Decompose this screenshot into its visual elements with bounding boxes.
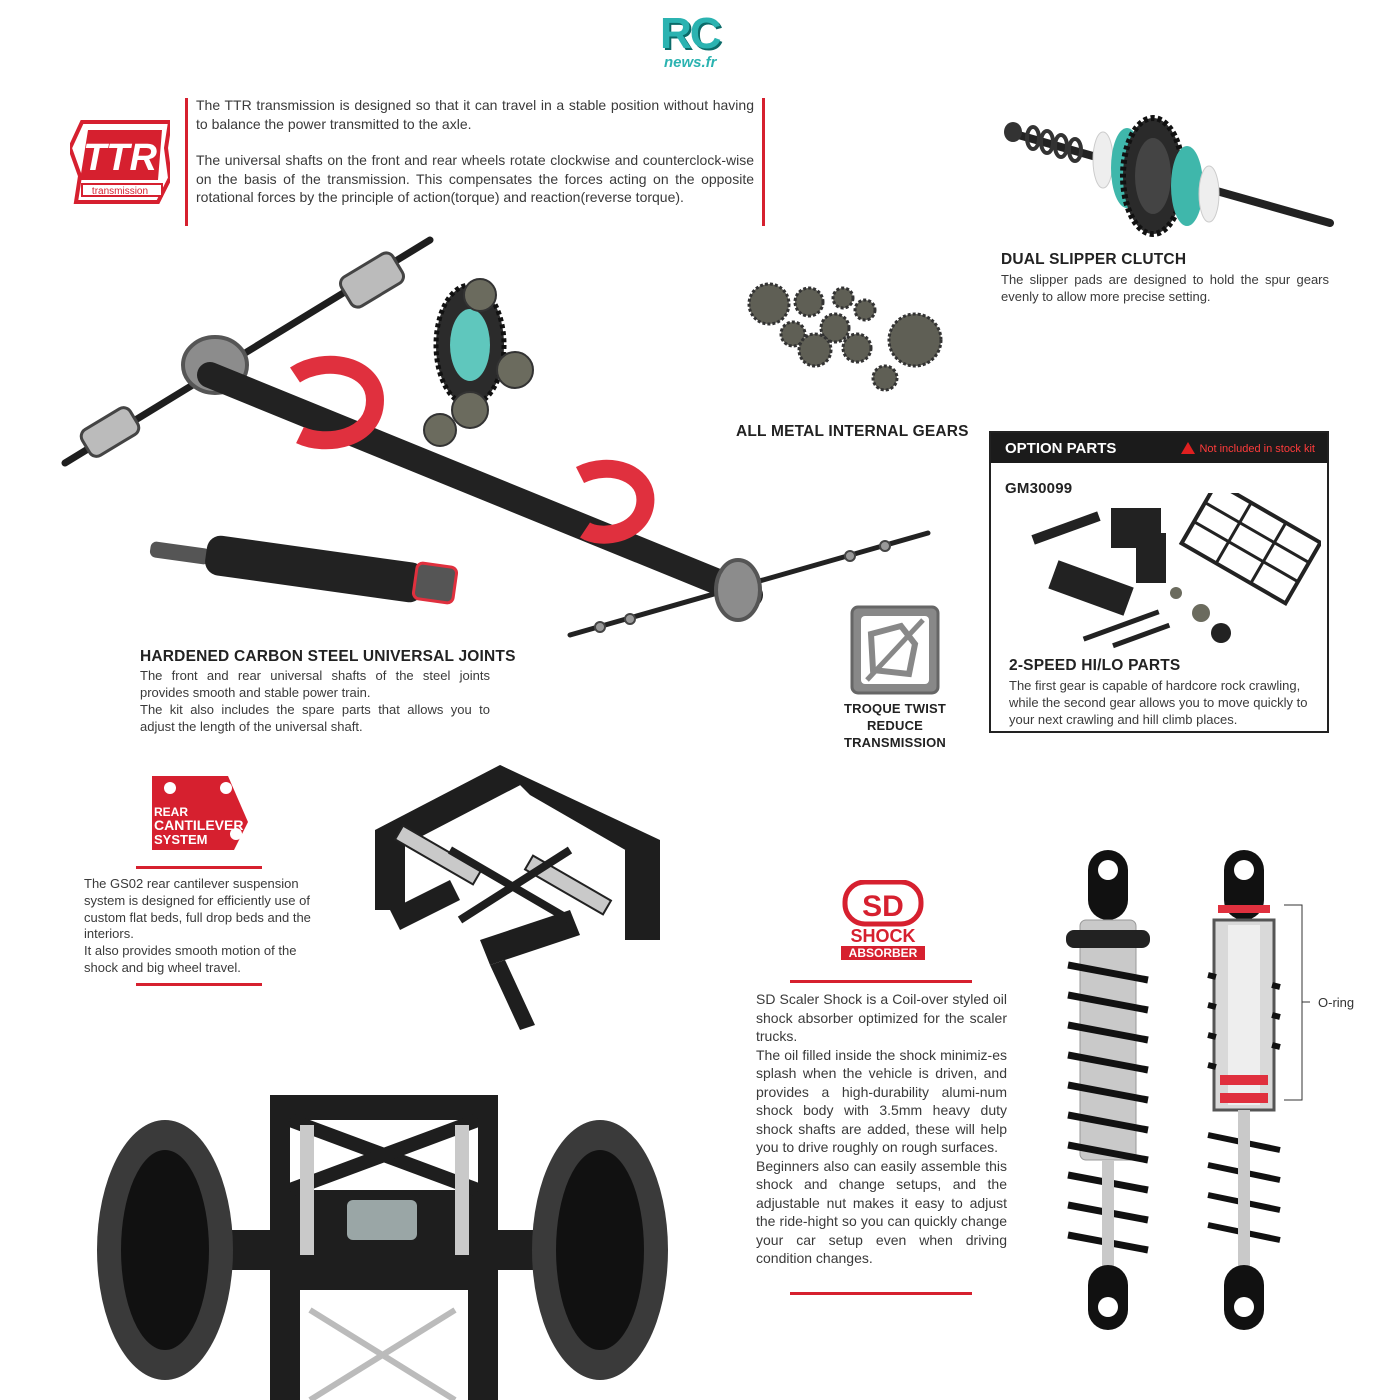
cantilever-frame-image <box>370 760 670 1045</box>
option-warning <box>1181 442 1315 455</box>
slipper-clutch-image <box>995 108 1335 243</box>
joints-title: HARDENED CARBON STEEL UNIVERSAL JOINTS <box>140 648 516 665</box>
joints-text <box>140 667 490 735</box>
sd-badge-line-2: ABSORBER <box>848 946 918 960</box>
option-title: 2-SPEED HI/LO PARTS <box>1009 657 1181 674</box>
shock-text-2: The oil filled inside the shock minimiz-es splash when the vehicle is driven, and provides a high-durability alumi-num shock body with 3.5mm heavy duty shock shafts are added, these will help you to drive roughly on rough surfaces. <box>756 1046 1007 1155</box>
shock-top-line <box>790 980 972 983</box>
ttr-badge-text: TTR <box>83 137 157 179</box>
ttr-badge-icon <box>70 118 170 204</box>
ttr-right-line <box>762 98 765 226</box>
ttr-paragraph-2: The universal shafts on the front and rear wheels rotate clockwise and counterclock-wise on the basis of the transmission. This compensates the forces acting on the opposite rotational forces by the principle of action(torque) and reaction(reverse torque). <box>196 152 754 205</box>
cantilever-bottom-line <box>136 983 262 986</box>
slipper-text: The slipper pads are designed to hold the spur gears evenly to allow more precise setting. <box>1001 272 1329 304</box>
torque-title <box>815 700 975 751</box>
joints-text-2: The kit also includes the spare parts that allows you to adjust the length of the universal shaft. <box>140 702 490 734</box>
option-header <box>991 433 1327 463</box>
joints-text-1: The front and rear universal shafts of the steel joints provides smooth and stable power train. <box>140 668 490 700</box>
ttr-badge-sub: transmission <box>91 186 149 197</box>
ttr-description <box>196 96 754 207</box>
logo-rc-text: RC <box>660 9 720 58</box>
sd-shock-badge-icon <box>835 880 931 962</box>
logo-sub-text: news.fr <box>664 54 717 71</box>
shock-absorber-image <box>1060 845 1310 1335</box>
cantilever-text-1: The GS02 rear cantilever suspension system is designed for efficiently use of custom flat beds, full drop beds and the interiors. <box>84 876 311 942</box>
torque-twist-icon <box>849 604 941 696</box>
hilo-parts-image <box>1011 493 1321 653</box>
cantilever-top-line <box>136 866 262 869</box>
option-part-number: GM30099 <box>1005 480 1073 497</box>
sd-badge-text: SD <box>862 890 904 923</box>
ttr-left-line <box>185 98 188 226</box>
slipper-title: DUAL SLIPPER CLUTCH <box>1001 251 1187 268</box>
shock-text <box>756 990 1007 1268</box>
cantilever-text-2: It also provides smooth motion of the shock and big wheel travel. <box>84 943 297 975</box>
cantilever-text <box>84 876 316 977</box>
shock-bottom-line <box>790 1292 972 1295</box>
internal-gears-image <box>745 278 955 398</box>
warning-icon <box>1181 442 1195 454</box>
universal-joint-image <box>145 535 465 615</box>
oring-label: O-ring <box>1318 995 1355 1010</box>
ttr-paragraph-1: The TTR transmission is designed so that it can travel in a stable position without having to balance the power transmitted to the axle. <box>196 97 754 132</box>
cantilever-badge-line-3: SYSTEM <box>154 832 208 847</box>
gears-title: ALL METAL INTERNAL GEARS <box>736 423 969 440</box>
option-parts-box <box>989 431 1329 733</box>
torque-line-2: REDUCE TRANSMISSION <box>843 718 947 750</box>
chassis-image <box>95 1080 675 1400</box>
cantilever-badge-line-2: CANTILEVER <box>154 817 244 833</box>
option-warning-text: Not included in stock kit <box>1199 443 1315 455</box>
rear-cantilever-badge-icon <box>148 772 252 854</box>
sd-badge-line-1: SHOCK <box>850 926 916 946</box>
shock-text-3: Beginners also can easily assemble this shock and change setups, and the adjustable nut makes it easy to adjust the ride-hight so you can quickly change your car setup even when driving condition changes. <box>756 1157 1007 1266</box>
cantilever-badge-line-1: REAR <box>154 805 189 819</box>
option-text: The first gear is capable of hardcore rock crawling, while the second gear allows you to move quickly to your next crawling and hill climb places. <box>1009 678 1308 727</box>
shock-text-1: SD Scaler Shock is a Coil-over styled oil shock absorber optimized for the scaler trucks. <box>756 991 1007 1044</box>
site-logo <box>660 9 740 71</box>
torque-line-1: TROQUE TWIST <box>843 701 947 716</box>
option-header-title: OPTION PARTS <box>1005 440 1117 457</box>
